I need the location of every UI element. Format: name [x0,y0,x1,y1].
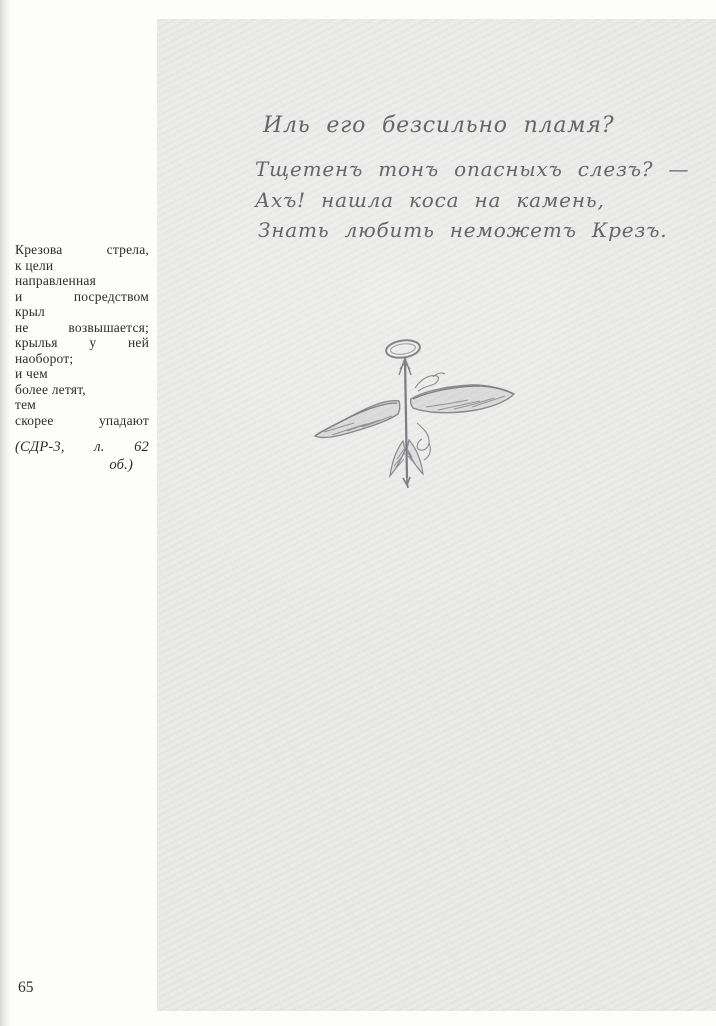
margin-note-line: и чем [15,366,48,381]
page-number: 65 [18,979,34,996]
manuscript-line-4: Знать любить неможетъ Крезъ. [258,218,668,242]
citation-line-1: (СДР-3, л. 62 [15,439,149,455]
winged-arrow-drawing [302,331,517,491]
manuscript-line-1: Иль его безсильно пламя? [263,113,615,138]
margin-note-line: тем [15,397,37,412]
margin-note [15,242,149,474]
manuscript-line-3: Ахъ! нашла коса на камень, [255,188,605,212]
manuscript-photo [157,19,716,1011]
manuscript-line-2: Тщетенъ тонъ опасныхъ слезъ? — [255,157,690,181]
margin-note-line: крыл [15,304,45,319]
margin-note-line: более летят, [15,381,86,397]
margin-note-line: наоборот; [15,350,74,366]
margin-note-line: к цели [15,257,54,273]
margin-note-line: крылья у ней [15,335,149,350]
margin-note-line: скорее упадают [15,412,149,428]
margin-note-line: направленная [15,273,96,288]
margin-note-line: и посредством [15,288,149,304]
margin-note-line: Крезова стрела, [15,242,149,257]
citation-line-2: об.) [109,456,133,473]
archive-citation [15,439,149,474]
page-gutter-shadow [0,0,11,1026]
margin-note-line: не возвышается; [15,319,149,335]
